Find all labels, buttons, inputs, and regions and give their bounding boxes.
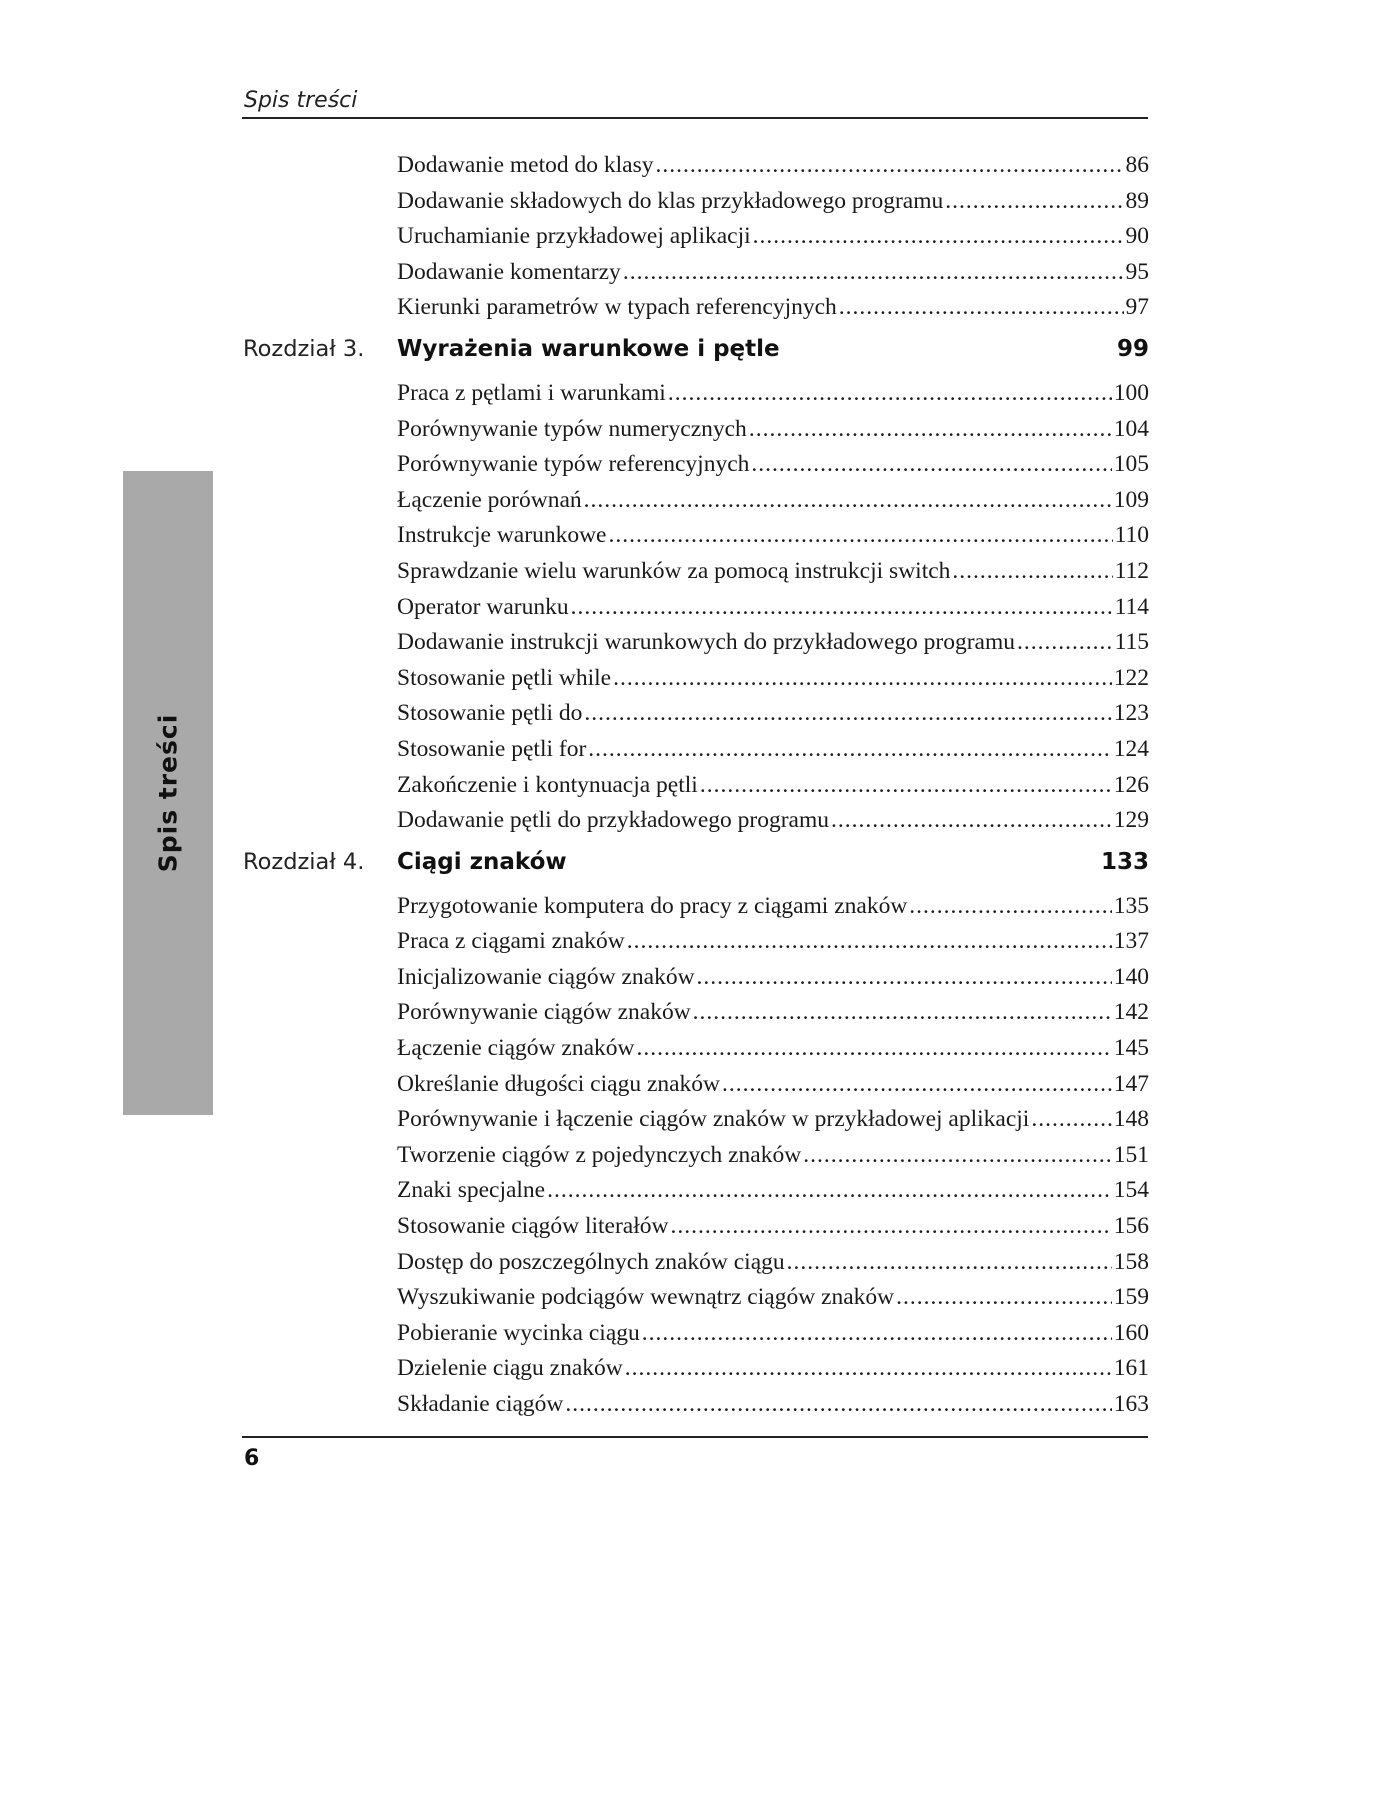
dot-leader	[803, 1138, 1112, 1174]
toc-entry-title: Dzielenie ciągu znaków	[397, 1355, 623, 1382]
toc-entry-title: Operator warunku	[397, 593, 569, 620]
toc-entry-page: 160	[1113, 1319, 1149, 1346]
dot-leader	[787, 1245, 1112, 1281]
dot-leader	[749, 412, 1112, 448]
toc-entry-page: 137	[1113, 928, 1149, 955]
toc-entry[interactable]	[397, 924, 1149, 960]
chapter-page: 99	[1116, 335, 1149, 362]
toc-entry-title: Porównywanie typów referencyjnych	[397, 451, 750, 478]
toc-entry-page: 126	[1113, 771, 1149, 798]
dot-leader	[753, 219, 1124, 255]
chapter-label: Rozdział 4.	[243, 848, 365, 875]
toc-entry[interactable]	[397, 219, 1149, 255]
toc-entry-title: Znaki specjalne	[397, 1177, 546, 1204]
toc-entry[interactable]	[397, 1102, 1149, 1138]
toc-entry-title: Stosowanie pętli while	[397, 664, 612, 691]
toc-entry-title: Dostęp do poszczególnych znaków ciągu	[397, 1248, 785, 1275]
toc-list	[243, 148, 1149, 1423]
toc-entry-page: 159	[1113, 1284, 1149, 1311]
toc-entry-page: 104	[1113, 415, 1149, 442]
toc-entry-page: 110	[1114, 522, 1149, 549]
toc-entry-title: Sprawdzanie wielu warunków za pomocą instrukcji switch	[397, 557, 951, 584]
toc-entry[interactable]	[397, 1209, 1149, 1245]
toc-entry[interactable]	[397, 447, 1149, 483]
dot-leader	[697, 960, 1112, 996]
toc-entry[interactable]	[397, 255, 1149, 291]
toc-entry-title: Inicjalizowanie ciągów znaków	[397, 963, 695, 990]
footer-rule	[242, 1436, 1148, 1438]
toc-entry-title: Porównywanie typów numerycznych	[397, 415, 747, 442]
dot-leader	[588, 732, 1111, 768]
toc-entry-page: 163	[1113, 1391, 1149, 1417]
toc-entry-page: 124	[1113, 735, 1149, 762]
running-head-title: Spis treści	[244, 88, 358, 113]
dot-leader	[693, 995, 1112, 1031]
toc-entry[interactable]	[397, 1387, 1149, 1423]
dot-leader	[608, 518, 1112, 554]
chapter-title: Ciągi znaków	[397, 848, 567, 875]
toc-entry-page: 105	[1113, 451, 1149, 478]
toc-entry[interactable]	[397, 590, 1149, 626]
toc-entry-page: 145	[1113, 1035, 1149, 1062]
toc-entry-title: Dodawanie pętli do przykładowego programu	[397, 807, 830, 834]
toc-entry[interactable]	[397, 148, 1149, 184]
dot-leader	[751, 447, 1111, 483]
dot-leader	[945, 184, 1123, 220]
dot-leader	[565, 1387, 1111, 1423]
toc-entry-title: Stosowanie ciągów literałów	[397, 1213, 669, 1240]
toc-entry-title: Składanie ciągów	[397, 1391, 564, 1417]
toc-entry[interactable]	[397, 1351, 1149, 1387]
toc-entry[interactable]	[397, 554, 1149, 590]
toc-entry-title: Stosowanie pętli for	[397, 735, 587, 762]
toc-entry[interactable]	[397, 483, 1149, 519]
toc-entry[interactable]	[397, 184, 1149, 220]
dot-leader	[909, 889, 1111, 925]
toc-entry[interactable]	[397, 625, 1149, 661]
dot-leader	[636, 1031, 1111, 1067]
toc-entry-page: 147	[1113, 1070, 1149, 1097]
toc-entry-title: Dodawanie metod do klasy	[397, 152, 654, 178]
toc-entry[interactable]	[397, 803, 1149, 839]
toc-entry-title: Porównywanie ciągów znaków	[397, 999, 691, 1026]
toc-entry-page: 122	[1113, 664, 1149, 691]
toc-entry-page: 148	[1113, 1106, 1149, 1133]
side-tab-label: Spis treści	[153, 713, 183, 873]
dot-leader	[952, 554, 1112, 590]
toc-entry-title: Dodawanie instrukcji warunkowych do przykładowego programu	[397, 629, 1016, 656]
toc-entry-title: Zakończenie i kontynuacja pętli	[397, 771, 698, 798]
toc-entry[interactable]	[397, 1173, 1149, 1209]
toc-entry[interactable]	[397, 1280, 1149, 1316]
dot-leader	[839, 290, 1124, 326]
dot-leader	[627, 924, 1112, 960]
dot-leader	[584, 696, 1111, 732]
toc-entry-page: 140	[1113, 963, 1149, 990]
toc-entry[interactable]	[397, 995, 1149, 1031]
toc-entry[interactable]	[397, 732, 1149, 768]
toc-entry-page: 112	[1114, 557, 1149, 584]
dot-leader	[571, 590, 1113, 626]
dot-leader	[668, 376, 1112, 412]
toc-entry[interactable]	[397, 960, 1149, 996]
dot-leader	[671, 1209, 1112, 1245]
toc-entry[interactable]	[397, 661, 1149, 697]
chapter-label: Rozdział 3.	[243, 335, 365, 362]
dot-leader	[655, 148, 1123, 184]
dot-leader	[613, 661, 1112, 697]
toc-entry[interactable]	[397, 1138, 1149, 1174]
toc-entry[interactable]	[397, 518, 1149, 554]
toc-entry-page: 115	[1114, 629, 1149, 656]
toc-entry-page: 95	[1125, 258, 1149, 285]
toc-entry-page: 129	[1113, 807, 1149, 834]
toc-entry-page: 123	[1113, 700, 1149, 727]
toc-entry[interactable]	[397, 1245, 1149, 1281]
dot-leader	[625, 1351, 1112, 1387]
toc-entry[interactable]	[397, 1031, 1149, 1067]
toc-entry-title: Tworzenie ciągów z pojedynczych znaków	[397, 1141, 802, 1168]
toc-entry-page: 100	[1113, 379, 1149, 406]
page-number: 6	[244, 1446, 260, 1471]
chapter-heading[interactable]	[243, 332, 1149, 376]
toc-entry-title: Przygotowanie komputera do pracy z ciągami znaków	[397, 892, 908, 919]
toc-entry[interactable]	[397, 376, 1149, 412]
toc-entry-title: Instrukcje warunkowe	[397, 522, 607, 549]
toc-entry-page: 156	[1113, 1213, 1149, 1240]
chapter-title: Wyrażenia warunkowe i pętle	[397, 335, 780, 362]
toc-entry-title: Pobieranie wycinka ciągu	[397, 1319, 640, 1346]
toc-entry[interactable]	[397, 768, 1149, 804]
toc-entry-title: Określanie długości ciągu znaków	[397, 1070, 721, 1097]
toc-entry-page: 158	[1113, 1248, 1149, 1275]
toc-entry-title: Porównywanie i łączenie ciągów znaków w przykładowej aplikacji	[397, 1106, 1030, 1133]
dot-leader	[584, 483, 1112, 519]
dot-leader	[1031, 1102, 1111, 1138]
dot-leader	[722, 1067, 1112, 1103]
toc-entry-title: Łączenie porównań	[397, 486, 582, 513]
toc-entry-page: 97	[1125, 294, 1149, 321]
dot-leader	[831, 803, 1112, 839]
toc-entry[interactable]	[397, 1316, 1149, 1352]
dot-leader	[700, 768, 1112, 804]
toc-entry-title: Łączenie ciągów znaków	[397, 1035, 635, 1062]
toc-entry-title: Uruchamianie przykładowej aplikacji	[397, 223, 751, 250]
toc-entry-page: 109	[1113, 486, 1149, 513]
toc-entry[interactable]	[397, 696, 1149, 732]
chapter-page: 133	[1100, 848, 1149, 875]
toc-entry-page: 142	[1113, 999, 1149, 1026]
toc-entry-title: Praca z ciągami znaków	[397, 928, 625, 955]
dot-leader	[1017, 625, 1113, 661]
dot-leader	[642, 1316, 1112, 1352]
toc-entry-page: 151	[1113, 1141, 1149, 1168]
toc-entry-title: Kierunki parametrów w typach referencyjnych	[397, 294, 837, 321]
dot-leader	[547, 1173, 1112, 1209]
dot-leader	[896, 1280, 1112, 1316]
toc-entry-page: 90	[1125, 223, 1149, 250]
toc-entry-page: 161	[1113, 1355, 1149, 1382]
toc-entry[interactable]	[397, 1067, 1149, 1103]
toc-entry-title: Dodawanie składowych do klas przykładowego programu	[397, 187, 944, 214]
toc-entry[interactable]	[397, 290, 1149, 326]
toc-entry-page: 135	[1113, 892, 1149, 919]
toc-entry[interactable]	[397, 412, 1149, 448]
toc-entry-page: 154	[1113, 1177, 1149, 1204]
toc-entry-title: Dodawanie komentarzy	[397, 258, 621, 285]
dot-leader	[623, 255, 1124, 291]
toc-entry-title: Stosowanie pętli do	[397, 700, 583, 727]
toc-entry-page: 114	[1114, 593, 1149, 620]
toc-entry[interactable]	[397, 889, 1149, 925]
section-side-tab	[123, 471, 213, 1115]
toc-entry-title: Wyszukiwanie podciągów wewnątrz ciągów znaków	[397, 1284, 895, 1311]
toc-entry-title: Praca z pętlami i warunkami	[397, 379, 666, 406]
toc-entry-page: 86	[1125, 152, 1149, 178]
chapter-heading[interactable]	[243, 845, 1149, 889]
header-rule	[242, 117, 1148, 119]
toc-entry-page: 89	[1125, 187, 1149, 214]
